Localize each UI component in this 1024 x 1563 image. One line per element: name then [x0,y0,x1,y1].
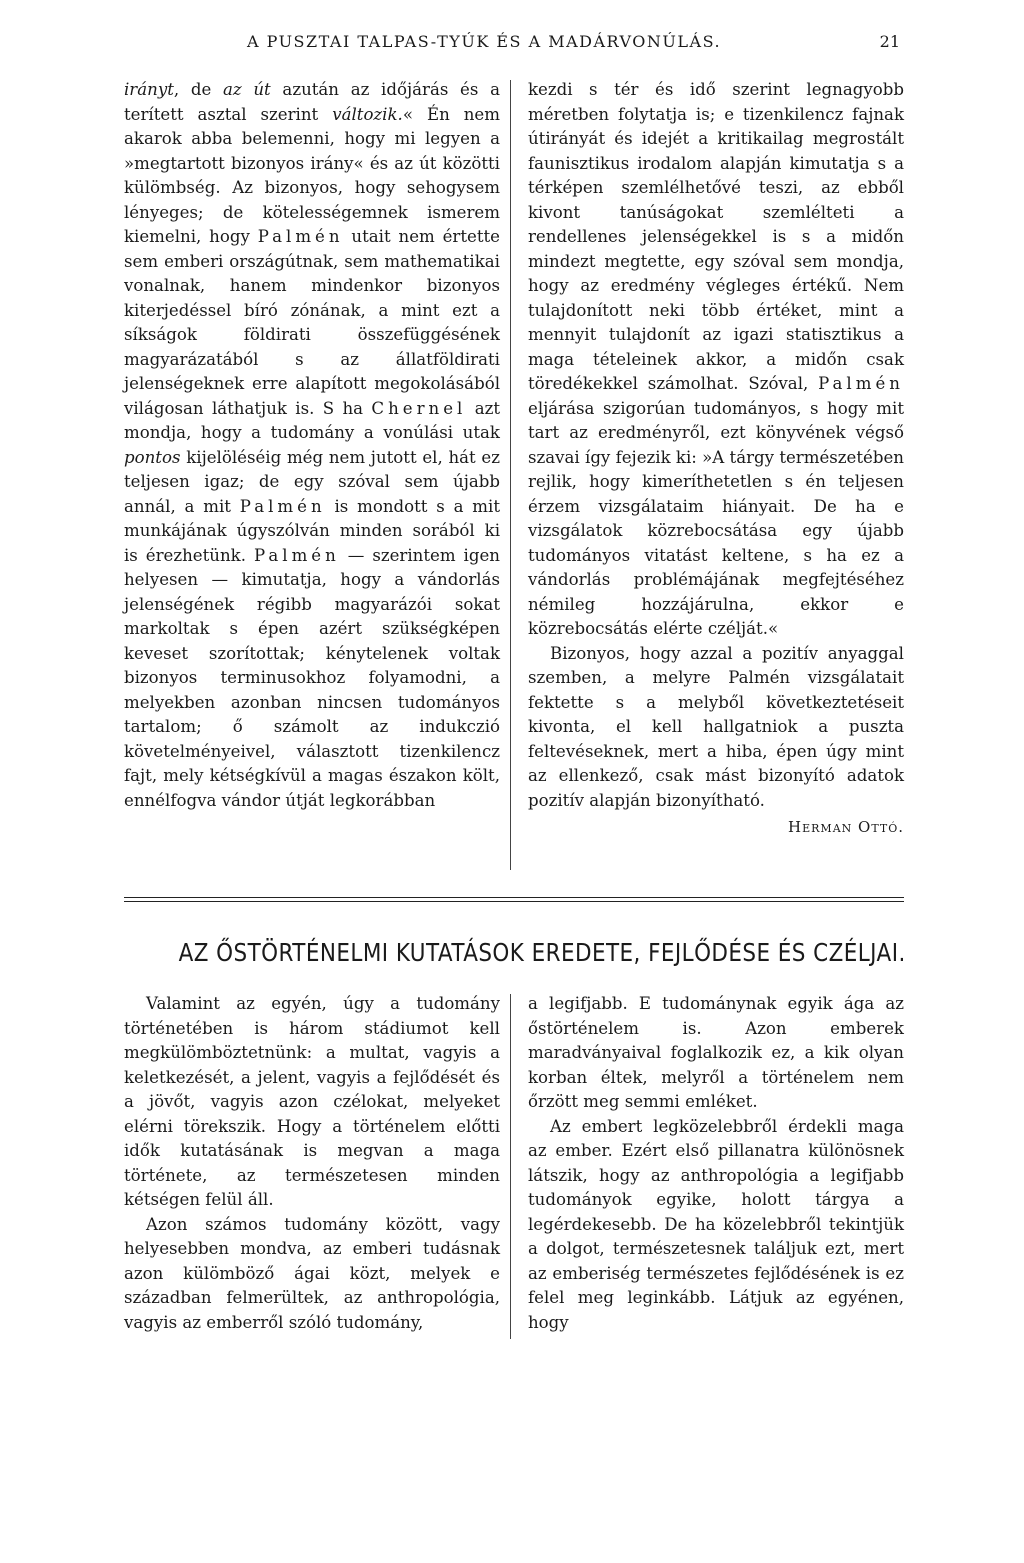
article1-right-paragraph-2 [528,642,904,840]
text-run: Bizonyos, hogy azzal a pozitív anyaggal szemben, a melyre Palmén vizsgálatait fektette s a melyből következtetéseit kivonta, el kell hallgatniok a puszta feltevéseknek, mert a hiba, épen úgy mint az ellenkező, csak mást bizonyító adatok pozitív alapján bizonyítható. [528,643,904,810]
section-divider [124,897,904,902]
signature: Herman Ottó. [788,818,904,836]
article2-left-paragraph-1: Valamint az egyén, úgy a tudomány történetében is három stádiumot kell megkülömböztetnünk: a multat, vagyis a keletkezését, a jelent, vagyis a fejlődését és a jövőt, vagyis azon czélokat, melyeket elérni törekszik. Hogy a történelem előtti idők kutatásának is megvan a maga története, az természetesen minden kétségen felül áll. [124,994,500,1209]
emphasis: irányt [124,80,174,99]
article2-left-column [124,992,500,1335]
spaced-name: Chernel [371,398,467,418]
article1-right-paragraph-1 [528,78,904,642]
running-head [124,32,904,58]
article-title: AZ ŐSTÖRTÉNELMI KUTATÁSOK EREDETE, FEJLŐDÉSE ÉS CZÉLJAI. [178,938,906,967]
text-run: — szerintem igen helyesen — kimutatja, hogy a vándorlás jelenségének régibb magyarázói sokat markoltak s épen azért szükségképen keveset szorítottak; kénytelenek voltak bizonyos terminusokhoz folyamodni, a melyekben azonban nincsen tudományos tartalom; ő számolt az indukczió követelményeivel, választott tizenkilencz fajt, mely kétségkívül a magas északon költ, ennélfogva vándor útját legkorábban [124,545,500,810]
text-run: utait nem értette sem emberi országútnak, sem mathematikai vonalnak, hanem mindenkor bizonyos kiterjedéssel bíró zónának, a mint ezt a síkságok földirati összefüggésének magyarázatából s az állatföldirati jelenségeknek erre alapított megokolásából világosan láthatjuk is. S ha [124,227,500,418]
text-run: azt mondja, hogy a tudomány a vonúlási utak [124,398,500,442]
spaced-name: Palmén [818,374,904,393]
article2-right-paragraph-1: a legifjabb. E tudománynak egyik ága az őstörténelem is. Azon emberek maradványaival foglalkozik ez, a kik olyan korban éltek, melyről a történelem nem őrzött meg semmi emléket. [528,994,904,1111]
emphasis: változik. [332,104,403,124]
spaced-name: Palmén [239,496,326,516]
text-run: azután az időjárás és a terített asztal szerint [124,80,500,124]
running-title: A PUSZTAI TALPAS-TYÚK ÉS A MADÁRVONÚLÁS. [246,32,722,51]
spaced-name: Palmén [253,545,340,565]
text-run: eljárása szigorúan tudományos, s hogy mit tart az eredményről, ezt könyvének végső szavai így fejezik ki: »A tárgy természetében rejlik, hogy kimeríthetetlen s én teljesen érzem vizsgálataim hiányait. De ha e vizsgálatok közrebocsátása egy újabb tudományos vitatást keltene, s ha ez a vándorlás problémájának megfejtéséhez némileg hozzájárulna, ekkor e közrebocsátás elérte czélját.« [528,398,904,638]
page-number: 21 [879,32,900,51]
article2-right-column [528,992,904,1335]
text-run: kezdi s tér és idő szerint legnagyobb méretben folytatja is; e tizenkilencz fajnak útirányát és idejét a kritikailag megrostált faunisztikus irodalom alapján kimutatja s a térképen szemlélhetővé teszi, az ebből kivont tanúságokat szemlélteti a rendellenes jelenségekkel is s a midőn mindezt megtette, egy szóval sem mondja, hogy az eredmény végleges értékű. Nem tulajdonított neki több értéket, mint a mennyit tulajdonít az igazi statisztikus a maga tételeinek akkor, a midőn csak töredékekkel számolhat. Szóval, [528,80,904,393]
article2-left-paragraph-2: Azon számos tudomány között, vagy helyesebben mondva, az emberi tudásnak azon külömböző ágai közt, melyek e században felmerültek, az anthropológia, vagyis az emberről szóló tudomány, [124,1214,500,1332]
article1-right-column [528,78,904,840]
article1-left-column [124,78,500,813]
column-rule [510,80,511,870]
text-run: , de [173,80,224,99]
text-run: « Én nem akarok abba belemenni, hogy mi legyen a »megtartott bizonyos irány« és az út közötti külömbség. Az bizonyos, hogy sehogysem lényeges; de kötelességemnek ismerem kiemelni, hogy [124,104,500,246]
spaced-name: Palmén [257,227,344,246]
article1-left-paragraph [124,78,500,813]
column-rule [510,994,511,1339]
emphasis: pontos [124,447,181,467]
text-run: is mondott s a mit munkájának úgyszólván minden sorából ki is érezhetünk. [124,496,500,565]
emphasis: az út [223,80,271,99]
article2-right-paragraph-2: Az embert legközelebbről érdekli maga az ember. Ezért első pillanatra különösnek látszik, hogy az anthropológia a legifjabb tudományok egyike, holott tárgya a legérdekesebb. De ha közelebbről tekintjük a dolgot, természetesnek találjuk ezt, mert az emberiség természetes fejlődésének is ez felel meg leginkább. Látjuk az egyénen, hogy [528,1116,904,1332]
text-run: kijelöléséig még nem jutott el, hát ez teljesen igaz; de egy szóval sem újabb annál, a mit [124,447,500,516]
